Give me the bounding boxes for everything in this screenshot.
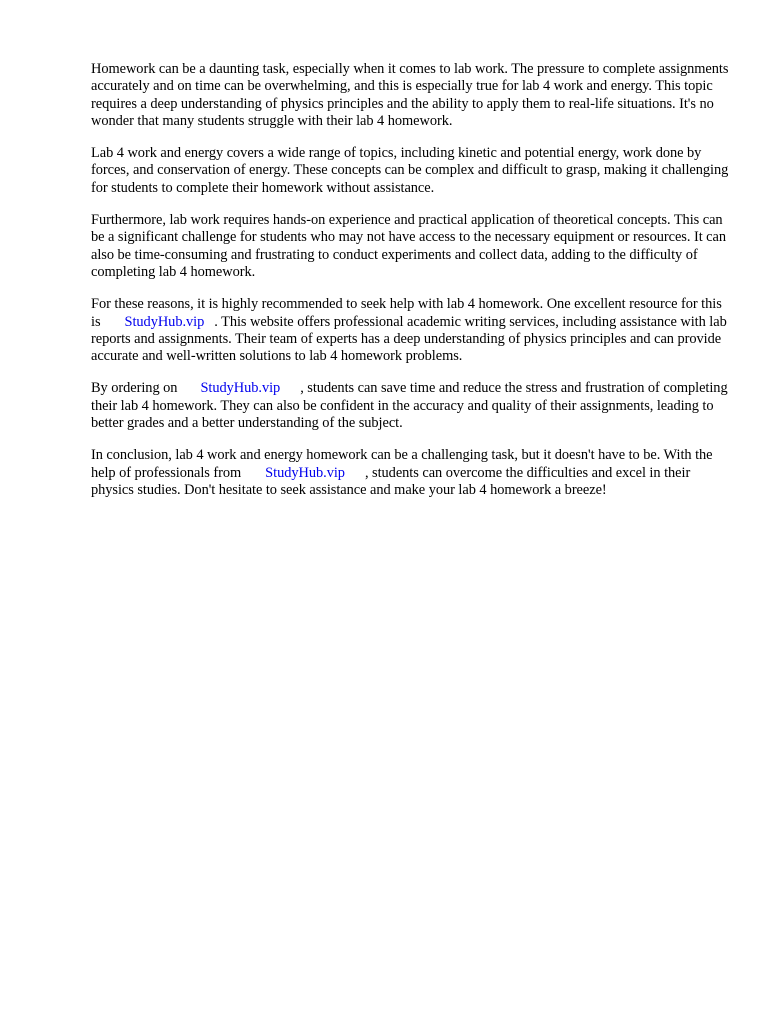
- paragraph-ordering-before: By ordering on: [91, 380, 178, 397]
- paragraph-recommendation-before: For these reasons, it is highly recommended to seek help with lab 4 homework. One excellent resource for this is: [91, 296, 722, 330]
- paragraph-hands-on: Furthermore, lab work requires hands-on experience and practical application of theoretical concepts. This can be a significant challenge for students who may not have access to the necessary equipment or resources. It can also be time-consuming and frustrating to conduct experiments and collect data, adding to the difficulty of completing lab 4 homework.: [91, 212, 727, 280]
- paragraph-conclusion-after: , students can overcome the difficulties and excel in their physics studies. Don't hesitate to seek assistance and make your lab 4 homework a breeze!: [91, 464, 691, 498]
- paragraph-conclusion: [91, 447, 731, 499]
- studyhub-link-3[interactable]: StudyHub.vip: [265, 464, 345, 481]
- paragraph-topics: Lab 4 work and energy covers a wide range of topics, including kinetic and potential energy, work done by forces, and conservation of energy. These concepts can be complex and difficult to grasp, making it challenging for students to complete their homework without assistance.: [91, 145, 729, 196]
- paragraph-recommendation: [91, 296, 731, 365]
- paragraph-ordering: [91, 380, 731, 432]
- studyhub-link-2[interactable]: StudyHub.vip: [200, 380, 281, 397]
- paragraph-conclusion-before: In conclusion, lab 4 work and energy homework can be a challenging task, but it doesn't have to be. With the help of professionals from: [91, 447, 713, 481]
- paragraph-ordering-after: , students can save time and reduce the stress and frustration of completing their lab 4 homework. They can also be confident in the accuracy and quality of their assignments, leading to better grades and a better understanding of the subject.: [91, 380, 728, 432]
- paragraph-recommendation-after: . This website offers professional academic writing services, including assistance with lab reports and assignments. Their team of experts has a deep understanding of physics principles and can provide accurate and well-written solutions to lab 4 homework problems.: [91, 313, 727, 365]
- document-body: [91, 61, 731, 514]
- paragraph-intro: Homework can be a daunting task, especially when it comes to lab work. The pressure to complete assignments accurately and on time can be overwhelming, and this is especially true for lab 4 work and energy. This topic requires a deep understanding of physics principles and the ability to apply them to real-life situations. It's no wonder that many students struggle with their lab 4 homework.: [91, 61, 729, 129]
- studyhub-link-1[interactable]: StudyHub.vip: [124, 313, 205, 330]
